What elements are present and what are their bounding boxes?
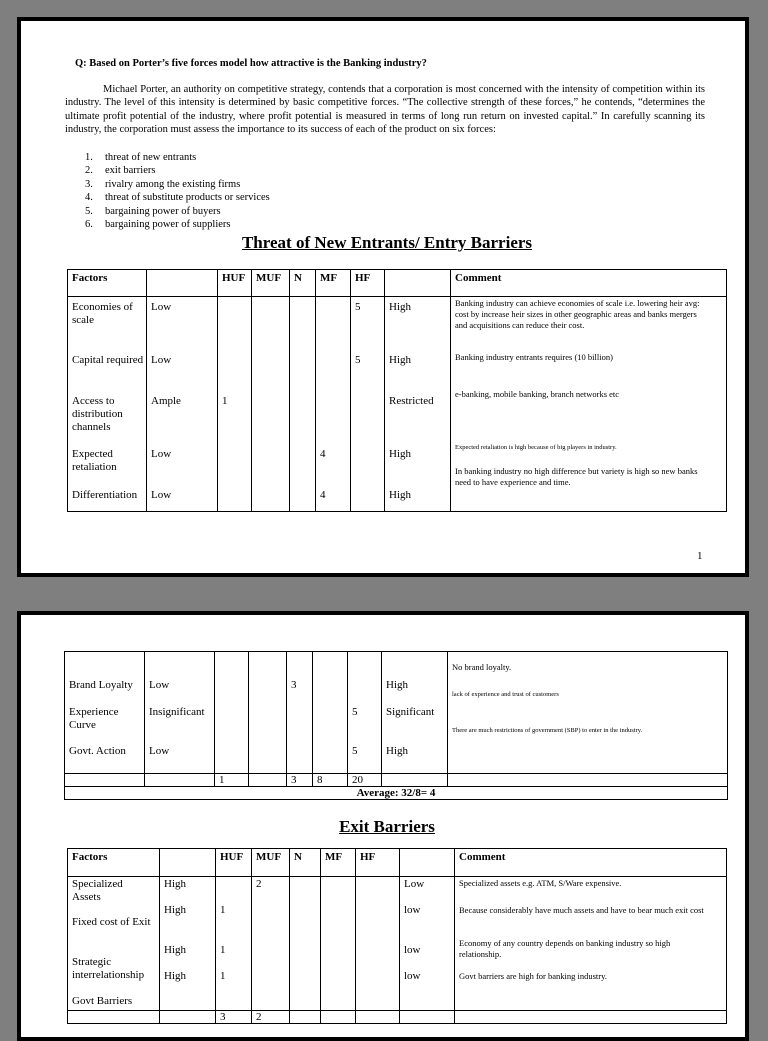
huf-cell bbox=[216, 877, 252, 1011]
table-cell: High bbox=[389, 354, 411, 366]
header-comment: Comment bbox=[455, 849, 727, 877]
table-cell: High bbox=[164, 878, 186, 890]
list-item: 1. threat of new entrants bbox=[85, 152, 197, 163]
table-header-row bbox=[68, 849, 727, 877]
table-cell: Low bbox=[151, 354, 172, 366]
n-cell bbox=[290, 297, 316, 512]
table-cell: Ample bbox=[151, 395, 181, 407]
rating-cell bbox=[382, 652, 448, 774]
table-cell: Significant bbox=[386, 706, 435, 718]
table-cell: High bbox=[164, 944, 186, 956]
table-cell: Because considerably have much assets and have to bear much exit cost bbox=[459, 905, 704, 915]
table-cell: In banking industry no high difference but variety is high so new banks need to have experience and time. bbox=[455, 466, 698, 487]
table-cell: Experience Curve bbox=[69, 706, 119, 731]
totals-row bbox=[65, 774, 728, 787]
table-cell bbox=[290, 1011, 321, 1024]
table-cell: 2 bbox=[252, 1011, 290, 1024]
table-cell: Capital required bbox=[72, 354, 144, 366]
table-cell: Restricted bbox=[389, 395, 434, 407]
hf-cell bbox=[351, 297, 385, 512]
header-blank bbox=[147, 270, 218, 297]
header-n: N bbox=[290, 270, 316, 297]
table-cell: 5 bbox=[355, 354, 361, 366]
table-body bbox=[68, 297, 727, 512]
header-muf: MUF bbox=[252, 849, 290, 877]
header-blank-2 bbox=[400, 849, 455, 877]
page-number: 1 bbox=[697, 550, 703, 562]
entry-barriers-table-continued bbox=[64, 651, 728, 800]
table-cell: Low bbox=[151, 301, 172, 313]
table-cell: 8 bbox=[313, 774, 348, 787]
factors-cell bbox=[68, 297, 147, 512]
table-cell: Expected retaliation bbox=[72, 448, 117, 473]
comment-cell bbox=[451, 297, 727, 512]
table-cell: low bbox=[404, 904, 421, 916]
entry-barriers-heading: Threat of New Entrants/ Entry Barriers bbox=[241, 233, 533, 252]
header-hf: HF bbox=[356, 849, 400, 877]
table-cell bbox=[321, 1011, 356, 1024]
table-cell bbox=[400, 1011, 455, 1024]
table-cell: High bbox=[386, 745, 408, 757]
table-cell: Govt. Action bbox=[69, 745, 126, 757]
n-cell bbox=[287, 652, 313, 774]
table-cell: Govt barriers are high for banking industry. bbox=[459, 971, 607, 981]
table-cell: Access to distribution channels bbox=[72, 395, 123, 433]
level-cell bbox=[160, 877, 216, 1011]
document-page-1 bbox=[17, 17, 749, 577]
table-cell bbox=[356, 1011, 400, 1024]
table-cell: 1 bbox=[220, 904, 226, 916]
table-cell: 1 bbox=[220, 970, 226, 982]
table-cell bbox=[382, 774, 448, 787]
document-page-2 bbox=[17, 611, 749, 1041]
table-cell: Strategic interrelationship bbox=[72, 956, 145, 981]
table-cell bbox=[448, 774, 728, 787]
table-cell: Differentiation bbox=[72, 489, 138, 501]
table-cell: 20 bbox=[348, 774, 382, 787]
table-cell: Banking industry entrants requires (10 billion) bbox=[455, 352, 613, 362]
average-cell: Average: 32/8= 4 bbox=[65, 787, 728, 800]
table-cell: low bbox=[404, 944, 421, 956]
table-cell bbox=[160, 1011, 216, 1024]
table-cell: e-banking, mobile banking, branch networks etc bbox=[455, 389, 620, 399]
table-cell: 4 bbox=[320, 489, 326, 501]
table-body bbox=[65, 652, 728, 774]
table-cell: High bbox=[389, 489, 411, 501]
exit-barriers-heading: Exit Barriers bbox=[339, 817, 435, 836]
table-cell bbox=[249, 774, 287, 787]
table-cell: 3 bbox=[216, 1011, 252, 1024]
header-comment: Comment bbox=[451, 270, 727, 297]
hf-cell bbox=[356, 877, 400, 1011]
header-factors: Factors bbox=[68, 849, 160, 877]
table-cell bbox=[145, 774, 215, 787]
table-cell: 3 bbox=[287, 774, 313, 787]
mf-cell bbox=[321, 877, 356, 1011]
muf-cell bbox=[249, 652, 287, 774]
table-cell: 4 bbox=[320, 448, 326, 460]
header-huf: HUF bbox=[216, 849, 252, 877]
table-cell: High bbox=[164, 904, 186, 916]
table-cell: 5 bbox=[352, 745, 358, 757]
intro-paragraph: Michael Porter, an authority on competitive strategy, contends that a corporation is most concerned with the intensity of competition within its industry. The level of this intensity is determined by basic competitive forces. “The collective strength of these forces,” he contends, “determines the ultimate profit potential of the industry, where profit potential is measured in terms of long run return on invested capital.” In carefully scanning its industry, the corporation must assess the importance to its success of each of the product on six forces: bbox=[65, 84, 705, 135]
list-item: 3. rivalry among the existing firms bbox=[85, 178, 241, 190]
exit-barriers-table bbox=[67, 848, 727, 1024]
header-huf: HUF bbox=[218, 270, 252, 297]
factors-cell bbox=[68, 877, 160, 1011]
header-n: N bbox=[290, 849, 321, 877]
table-cell: Insignificant bbox=[149, 706, 205, 718]
list-item: 2. exit barriers bbox=[85, 165, 156, 177]
question-text: Q: Based on Porter’s five forces model how attractive is the Banking industry? bbox=[75, 58, 427, 69]
list-item: 4. threat of substitute products or services bbox=[85, 192, 270, 204]
n-cell bbox=[290, 877, 321, 1011]
header-mf: MF bbox=[321, 849, 356, 877]
header-blank-2 bbox=[385, 270, 451, 297]
table-cell: Specialized Assets bbox=[72, 878, 123, 903]
table-cell: Low bbox=[151, 448, 172, 460]
muf-cell bbox=[252, 877, 290, 1011]
table-cell bbox=[455, 1011, 727, 1024]
comment-cell bbox=[448, 652, 728, 774]
huf-cell bbox=[218, 297, 252, 512]
table-cell bbox=[65, 774, 145, 787]
list-item: 5. bargaining power of buyers bbox=[85, 205, 221, 217]
muf-cell bbox=[252, 297, 290, 512]
level-cell bbox=[147, 297, 218, 512]
table-cell bbox=[68, 1011, 160, 1024]
table-cell: low bbox=[404, 970, 421, 982]
table-cell: Banking industry can achieve economies of scale i.e. lowering heir avg: cost by increase heir sizes in other geographic areas and banks mergers and acquisitions can reduce their cost. bbox=[455, 298, 700, 330]
table-cell: 5 bbox=[355, 301, 361, 313]
entry-barriers-table bbox=[67, 269, 727, 512]
table-cell: High bbox=[164, 970, 186, 982]
comment-cell bbox=[455, 877, 727, 1011]
table-body bbox=[68, 877, 727, 1011]
list-item: 6. bargaining power of suppliers bbox=[85, 219, 231, 231]
table-cell: High bbox=[389, 301, 411, 313]
level-cell bbox=[145, 652, 215, 774]
hf-cell bbox=[348, 652, 382, 774]
mf-cell bbox=[316, 297, 351, 512]
table-cell: 1 bbox=[222, 395, 228, 407]
header-factors: Factors bbox=[68, 270, 147, 297]
table-cell: 2 bbox=[256, 878, 262, 890]
table-cell: 5 bbox=[352, 706, 358, 718]
table-cell: Low bbox=[149, 679, 170, 691]
header-hf: HF bbox=[351, 270, 385, 297]
header-blank bbox=[160, 849, 216, 877]
huf-cell bbox=[215, 652, 249, 774]
table-cell: Specialized assets e.g. ATM, S/Ware expensive. bbox=[459, 878, 622, 888]
table-cell: Govt Barriers bbox=[72, 995, 133, 1007]
rating-cell bbox=[385, 297, 451, 512]
table-cell: High bbox=[389, 448, 411, 460]
average-row bbox=[65, 787, 728, 800]
table-cell: Low bbox=[151, 489, 172, 501]
table-cell: Fixed cost of Exit bbox=[72, 916, 151, 928]
table-cell: High bbox=[386, 679, 408, 691]
table-cell: 1 bbox=[220, 944, 226, 956]
table-cell: Low bbox=[149, 745, 170, 757]
table-cell: Economies of scale bbox=[72, 301, 133, 326]
header-muf: MUF bbox=[252, 270, 290, 297]
table-cell: Brand Loyalty bbox=[69, 679, 133, 691]
factors-cell bbox=[65, 652, 145, 774]
table-cell: lack of experience and trust of customers bbox=[452, 691, 559, 698]
table-header-row bbox=[68, 270, 727, 297]
table-cell: Low bbox=[404, 878, 425, 890]
table-cell: There are much restrictions of government (SBP) to enter in the industry. bbox=[452, 727, 643, 734]
rating-cell bbox=[400, 877, 455, 1011]
table-cell: Expected retaliation is high because of big players in industry. bbox=[455, 444, 617, 451]
table-cell: No brand loyalty. bbox=[452, 662, 512, 672]
table-cell: 1 bbox=[215, 774, 249, 787]
table-cell: Economy of any country depends on banking industry so high relationship. bbox=[459, 938, 671, 959]
totals-row bbox=[68, 1011, 727, 1024]
mf-cell bbox=[313, 652, 348, 774]
header-mf: MF bbox=[316, 270, 351, 297]
forces-list bbox=[85, 151, 270, 231]
table-cell: 3 bbox=[291, 679, 297, 691]
